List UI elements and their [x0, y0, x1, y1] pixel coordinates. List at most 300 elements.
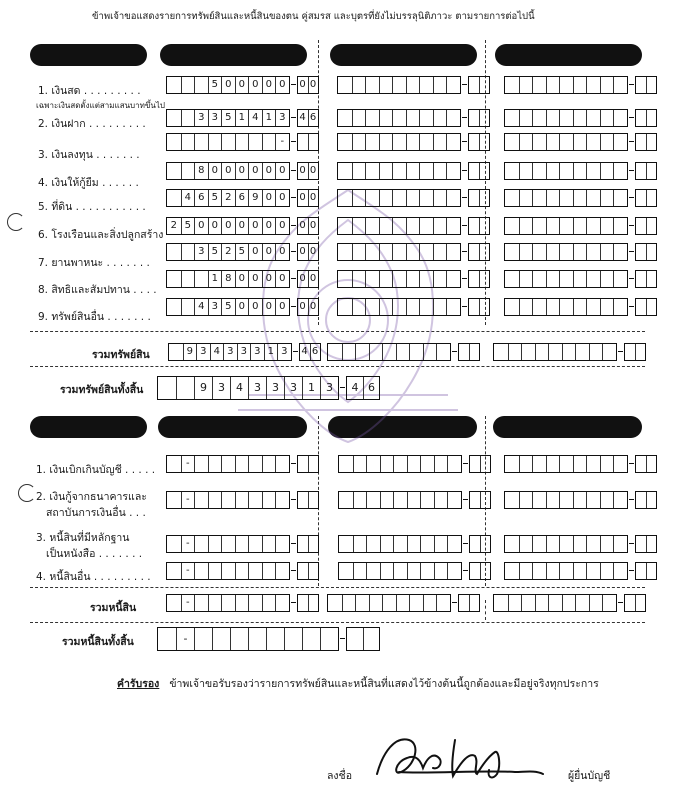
digit-cell[interactable] [369, 595, 383, 611]
digit-cell[interactable] [396, 344, 410, 360]
digit-cell[interactable]: - [181, 563, 195, 579]
digit-cell[interactable] [262, 134, 276, 150]
digit-cell[interactable] [167, 456, 181, 472]
digit-cell[interactable] [406, 77, 420, 93]
digit-cell[interactable] [573, 163, 587, 179]
decimal-cell[interactable] [308, 134, 318, 150]
decimal-cell[interactable] [646, 190, 656, 206]
decimal-cell[interactable] [469, 110, 479, 126]
digit-cell[interactable] [194, 628, 212, 650]
decimal-cell[interactable] [308, 563, 318, 579]
digit-cell[interactable]: 0 [221, 218, 235, 234]
digit-cell[interactable] [546, 299, 560, 315]
digit-cell[interactable] [420, 492, 434, 508]
digit-cell[interactable]: 3 [284, 377, 302, 399]
digit-cell[interactable] [365, 244, 379, 260]
digit-cell[interactable] [519, 536, 533, 552]
digit-cell[interactable] [167, 492, 181, 508]
decimal-cell[interactable] [479, 190, 489, 206]
digit-cell[interactable] [546, 77, 560, 93]
digit-cell[interactable] [338, 134, 352, 150]
digit-cell[interactable] [419, 77, 433, 93]
digit-cell[interactable] [379, 163, 393, 179]
digit-cell[interactable] [338, 244, 352, 260]
digit-cell[interactable] [208, 134, 222, 150]
decimal-cell[interactable] [635, 595, 645, 611]
digit-cell[interactable] [194, 595, 208, 611]
digit-cell[interactable] [573, 190, 587, 206]
digit-cell[interactable] [575, 595, 589, 611]
digit-cell[interactable] [248, 595, 262, 611]
decimal-cell[interactable] [363, 628, 379, 650]
digit-cell[interactable] [505, 110, 519, 126]
digit-cell[interactable] [600, 134, 614, 150]
digit-cell[interactable] [532, 271, 546, 287]
digit-cell[interactable] [208, 536, 222, 552]
digit-cell[interactable] [559, 110, 573, 126]
digit-cell[interactable] [328, 595, 342, 611]
digit-cell[interactable] [262, 563, 276, 579]
digit-cell[interactable] [275, 492, 289, 508]
digit-cell[interactable] [573, 299, 587, 315]
digit-cell[interactable] [380, 492, 394, 508]
digit-cell[interactable] [221, 134, 235, 150]
digit-cell[interactable] [393, 536, 407, 552]
digit-cell[interactable] [262, 536, 276, 552]
digit-cell[interactable]: 3 [320, 377, 338, 399]
decimal-cell[interactable]: 0 [299, 165, 306, 176]
digit-cell[interactable] [446, 163, 460, 179]
digit-cell[interactable] [338, 110, 352, 126]
digit-cell[interactable] [181, 77, 195, 93]
digit-cell[interactable] [505, 190, 519, 206]
digit-cell[interactable] [406, 218, 420, 234]
digit-cell[interactable] [167, 271, 181, 287]
digit-cell[interactable] [365, 218, 379, 234]
digit-cell[interactable]: 3 [194, 244, 208, 260]
digit-cell[interactable] [519, 218, 533, 234]
decimal-cell[interactable]: 6 [310, 344, 320, 360]
digit-cell[interactable] [505, 456, 519, 472]
digit-cell[interactable] [266, 628, 284, 650]
digit-cell[interactable] [167, 163, 181, 179]
digit-cell[interactable] [613, 536, 627, 552]
digit-cell[interactable] [546, 110, 560, 126]
digit-cell[interactable] [433, 299, 447, 315]
digit-cell[interactable] [436, 595, 450, 611]
digit-cell[interactable] [505, 134, 519, 150]
digit-cell[interactable] [613, 218, 627, 234]
digit-cell[interactable] [519, 244, 533, 260]
decimal-cell[interactable] [646, 563, 656, 579]
digit-cell[interactable] [532, 190, 546, 206]
digit-cell[interactable] [532, 536, 546, 552]
decimal-cell[interactable] [635, 344, 645, 360]
digit-cell[interactable]: 6 [194, 190, 208, 206]
digit-cell[interactable] [365, 299, 379, 315]
digit-cell[interactable] [392, 134, 406, 150]
digit-cell[interactable] [508, 344, 522, 360]
digit-cell[interactable] [194, 77, 208, 93]
digit-cell[interactable] [352, 77, 366, 93]
digit-cell[interactable] [407, 536, 421, 552]
digit-cell[interactable] [447, 456, 461, 472]
digit-cell[interactable] [262, 492, 276, 508]
decimal-cell[interactable]: 0 [308, 77, 318, 93]
digit-cell[interactable] [407, 563, 421, 579]
digit-cell[interactable] [600, 492, 614, 508]
decimal-cell[interactable] [480, 536, 490, 552]
digit-cell[interactable] [208, 456, 222, 472]
decimal-cell[interactable] [308, 595, 318, 611]
digit-cell[interactable] [393, 456, 407, 472]
digit-cell[interactable] [505, 77, 519, 93]
digit-cell[interactable] [546, 244, 560, 260]
digit-cell[interactable] [167, 77, 181, 93]
decimal-cell[interactable] [479, 77, 489, 93]
digit-cell[interactable] [262, 456, 276, 472]
digit-cell[interactable] [392, 299, 406, 315]
digit-cell[interactable] [420, 536, 434, 552]
digit-cell[interactable] [366, 563, 380, 579]
digit-cell[interactable]: 1 [302, 377, 320, 399]
digit-cell[interactable] [392, 218, 406, 234]
digit-cell[interactable] [559, 536, 573, 552]
digit-cell[interactable] [406, 110, 420, 126]
digit-cell[interactable] [419, 110, 433, 126]
digit-cell[interactable] [548, 344, 562, 360]
digit-cell[interactable] [586, 134, 600, 150]
decimal-cell[interactable] [470, 456, 480, 472]
digit-cell[interactable] [447, 492, 461, 508]
digit-cell[interactable] [446, 299, 460, 315]
digit-cell[interactable]: 4 [181, 190, 195, 206]
digit-cell[interactable] [446, 190, 460, 206]
decimal-cell[interactable]: 0 [308, 190, 318, 206]
digit-cell[interactable] [194, 563, 208, 579]
digit-cell[interactable] [600, 163, 614, 179]
digit-cell[interactable]: 0 [208, 218, 222, 234]
digit-cell[interactable] [535, 344, 549, 360]
digit-cell[interactable] [613, 110, 627, 126]
digit-cell[interactable] [320, 628, 338, 650]
digit-cell[interactable]: 3 [250, 344, 264, 360]
decimal-cell[interactable]: 0 [308, 299, 318, 315]
digit-cell[interactable] [366, 456, 380, 472]
digit-cell[interactable] [221, 536, 235, 552]
digit-cell[interactable] [338, 218, 352, 234]
digit-cell[interactable] [586, 271, 600, 287]
digit-cell[interactable] [446, 134, 460, 150]
digit-cell[interactable] [379, 271, 393, 287]
digit-cell[interactable] [446, 77, 460, 93]
digit-cell[interactable] [419, 244, 433, 260]
digit-cell[interactable] [613, 492, 627, 508]
digit-cell[interactable] [338, 190, 352, 206]
digit-cell[interactable] [382, 344, 396, 360]
digit-cell[interactable] [409, 595, 423, 611]
digit-cell[interactable]: 0 [275, 271, 289, 287]
digit-cell[interactable] [366, 536, 380, 552]
digit-cell[interactable]: 0 [248, 77, 262, 93]
decimal-cell[interactable] [625, 344, 635, 360]
digit-cell[interactable] [613, 190, 627, 206]
decimal-cell[interactable]: 0 [299, 273, 306, 284]
digit-cell[interactable]: 0 [235, 218, 249, 234]
digit-cell[interactable] [532, 110, 546, 126]
digit-cell[interactable] [532, 134, 546, 150]
digit-cell[interactable] [158, 377, 176, 399]
digit-cell[interactable]: 3 [237, 344, 251, 360]
digit-cell[interactable] [275, 536, 289, 552]
digit-cell[interactable] [221, 563, 235, 579]
digit-cell[interactable]: 0 [262, 218, 276, 234]
digit-cell[interactable] [221, 595, 235, 611]
digit-cell[interactable] [379, 134, 393, 150]
decimal-cell[interactable] [625, 595, 635, 611]
digit-cell[interactable]: 0 [235, 77, 249, 93]
digit-cell[interactable] [613, 456, 627, 472]
decimal-cell[interactable] [636, 163, 646, 179]
digit-cell[interactable] [600, 218, 614, 234]
digit-cell[interactable]: 0 [235, 299, 249, 315]
digit-cell[interactable] [519, 110, 533, 126]
digit-cell[interactable] [589, 595, 603, 611]
digit-cell[interactable]: 0 [248, 244, 262, 260]
digit-cell[interactable] [613, 77, 627, 93]
digit-cell[interactable]: 0 [235, 163, 249, 179]
digit-cell[interactable] [181, 271, 195, 287]
digit-cell[interactable] [167, 595, 181, 611]
digit-cell[interactable] [406, 190, 420, 206]
decimal-cell[interactable] [469, 344, 479, 360]
digit-cell[interactable]: 4 [248, 110, 262, 126]
digit-cell[interactable] [446, 110, 460, 126]
digit-cell[interactable] [573, 134, 587, 150]
digit-cell[interactable] [158, 628, 176, 650]
digit-cell[interactable] [505, 163, 519, 179]
decimal-cell[interactable] [298, 492, 308, 508]
decimal-cell[interactable] [479, 299, 489, 315]
digit-cell[interactable] [434, 536, 448, 552]
digit-cell[interactable] [505, 271, 519, 287]
digit-cell[interactable] [573, 77, 587, 93]
digit-cell[interactable] [392, 110, 406, 126]
digit-cell[interactable]: 1 [264, 344, 278, 360]
digit-cell[interactable]: 3 [196, 344, 210, 360]
digit-cell[interactable] [194, 134, 208, 150]
digit-cell[interactable] [406, 299, 420, 315]
digit-cell[interactable]: 5 [235, 244, 249, 260]
digit-cell[interactable] [352, 299, 366, 315]
digit-cell[interactable]: 3 [248, 377, 266, 399]
digit-cell[interactable] [600, 563, 614, 579]
digit-cell[interactable] [546, 492, 560, 508]
digit-cell[interactable] [208, 563, 222, 579]
digit-cell[interactable] [355, 344, 369, 360]
digit-cell[interactable] [586, 110, 600, 126]
digit-cell[interactable] [235, 134, 249, 150]
digit-cell[interactable] [559, 163, 573, 179]
digit-cell[interactable] [546, 218, 560, 234]
digit-cell[interactable] [409, 344, 423, 360]
digit-cell[interactable]: 0 [194, 218, 208, 234]
digit-cell[interactable] [433, 218, 447, 234]
digit-cell[interactable] [393, 563, 407, 579]
digit-cell[interactable] [379, 190, 393, 206]
digit-cell[interactable]: 5 [208, 244, 222, 260]
decimal-cell[interactable]: 0 [299, 220, 306, 231]
digit-cell[interactable]: 5 [208, 190, 222, 206]
decimal-cell[interactable] [636, 77, 646, 93]
decimal-cell[interactable] [636, 299, 646, 315]
digit-cell[interactable] [248, 536, 262, 552]
digit-cell[interactable]: 3 [194, 110, 208, 126]
decimal-cell[interactable] [298, 536, 308, 552]
digit-cell[interactable] [532, 244, 546, 260]
digit-cell[interactable]: 3 [208, 110, 222, 126]
digit-cell[interactable] [365, 77, 379, 93]
decimal-cell[interactable] [298, 134, 308, 150]
digit-cell[interactable]: - [181, 492, 195, 508]
digit-cell[interactable] [339, 492, 353, 508]
digit-cell[interactable] [407, 456, 421, 472]
digit-cell[interactable] [423, 344, 437, 360]
digit-cell[interactable] [559, 77, 573, 93]
digit-cell[interactable] [235, 492, 249, 508]
digit-cell[interactable] [600, 536, 614, 552]
digit-cell[interactable] [573, 492, 587, 508]
digit-cell[interactable] [434, 456, 448, 472]
digit-cell[interactable] [248, 456, 262, 472]
decimal-cell[interactable]: 0 [308, 271, 318, 287]
decimal-cell[interactable] [470, 563, 480, 579]
digit-cell[interactable]: 0 [262, 271, 276, 287]
digit-cell[interactable] [419, 299, 433, 315]
digit-cell[interactable]: - [275, 134, 289, 150]
digit-cell[interactable] [262, 595, 276, 611]
digit-cell[interactable] [562, 344, 576, 360]
digit-cell[interactable] [436, 344, 450, 360]
digit-cell[interactable] [169, 344, 183, 360]
decimal-cell[interactable] [646, 218, 656, 234]
digit-cell[interactable] [546, 563, 560, 579]
digit-cell[interactable] [573, 110, 587, 126]
digit-cell[interactable] [433, 77, 447, 93]
digit-cell[interactable] [420, 456, 434, 472]
digit-cell[interactable]: 0 [208, 163, 222, 179]
digit-cell[interactable]: - [181, 456, 195, 472]
digit-cell[interactable]: 3 [266, 377, 284, 399]
digit-cell[interactable] [353, 456, 367, 472]
digit-cell[interactable] [221, 492, 235, 508]
digit-cell[interactable] [586, 299, 600, 315]
digit-cell[interactable] [559, 456, 573, 472]
digit-cell[interactable] [573, 244, 587, 260]
digit-cell[interactable] [302, 628, 320, 650]
digit-cell[interactable] [338, 271, 352, 287]
digit-cell[interactable]: 8 [221, 271, 235, 287]
digit-cell[interactable] [600, 110, 614, 126]
digit-cell[interactable] [423, 595, 437, 611]
digit-cell[interactable] [433, 163, 447, 179]
digit-cell[interactable] [586, 563, 600, 579]
digit-cell[interactable] [176, 377, 194, 399]
digit-cell[interactable] [167, 134, 181, 150]
digit-cell[interactable] [380, 563, 394, 579]
digit-cell[interactable]: 2 [221, 190, 235, 206]
digit-cell[interactable] [505, 492, 519, 508]
digit-cell[interactable] [181, 244, 195, 260]
decimal-cell[interactable]: 0 [299, 79, 306, 90]
digit-cell[interactable]: 0 [262, 163, 276, 179]
digit-cell[interactable]: 2 [221, 244, 235, 260]
decimal-cell[interactable] [469, 163, 479, 179]
digit-cell[interactable] [275, 595, 289, 611]
digit-cell[interactable] [613, 271, 627, 287]
decimal-cell[interactable]: 6 [363, 377, 379, 399]
decimal-cell[interactable] [646, 536, 656, 552]
decimal-cell[interactable] [479, 244, 489, 260]
digit-cell[interactable] [586, 77, 600, 93]
decimal-cell[interactable] [636, 218, 646, 234]
digit-cell[interactable] [275, 563, 289, 579]
decimal-cell[interactable] [459, 344, 469, 360]
digit-cell[interactable] [181, 110, 195, 126]
digit-cell[interactable] [562, 595, 576, 611]
digit-cell[interactable]: 6 [235, 190, 249, 206]
digit-cell[interactable] [559, 563, 573, 579]
digit-cell[interactable] [586, 244, 600, 260]
decimal-cell[interactable] [479, 134, 489, 150]
digit-cell[interactable] [181, 163, 195, 179]
decimal-cell[interactable]: 0 [299, 301, 306, 312]
digit-cell[interactable] [248, 563, 262, 579]
digit-cell[interactable] [589, 344, 603, 360]
digit-cell[interactable] [532, 456, 546, 472]
digit-cell[interactable] [419, 134, 433, 150]
digit-cell[interactable] [575, 344, 589, 360]
digit-cell[interactable] [338, 77, 352, 93]
digit-cell[interactable] [519, 492, 533, 508]
digit-cell[interactable] [434, 563, 448, 579]
digit-cell[interactable] [181, 299, 195, 315]
digit-cell[interactable] [602, 344, 616, 360]
digit-cell[interactable]: 2 [170, 220, 177, 231]
digit-cell[interactable] [419, 271, 433, 287]
digit-cell[interactable] [519, 456, 533, 472]
digit-cell[interactable] [586, 456, 600, 472]
digit-cell[interactable] [546, 163, 560, 179]
decimal-cell[interactable] [636, 134, 646, 150]
decimal-cell[interactable] [479, 110, 489, 126]
digit-cell[interactable] [392, 163, 406, 179]
digit-cell[interactable] [407, 492, 421, 508]
digit-cell[interactable] [600, 190, 614, 206]
decimal-cell[interactable]: 0 [299, 192, 306, 203]
digit-cell[interactable] [352, 110, 366, 126]
digit-cell[interactable] [419, 163, 433, 179]
decimal-cell[interactable] [646, 271, 656, 287]
digit-cell[interactable]: 9 [248, 190, 262, 206]
digit-cell[interactable] [532, 163, 546, 179]
decimal-cell[interactable] [469, 134, 479, 150]
decimal-cell[interactable] [636, 536, 646, 552]
digit-cell[interactable] [365, 190, 379, 206]
digit-cell[interactable] [602, 595, 616, 611]
digit-cell[interactable] [230, 628, 248, 650]
digit-cell[interactable] [433, 110, 447, 126]
